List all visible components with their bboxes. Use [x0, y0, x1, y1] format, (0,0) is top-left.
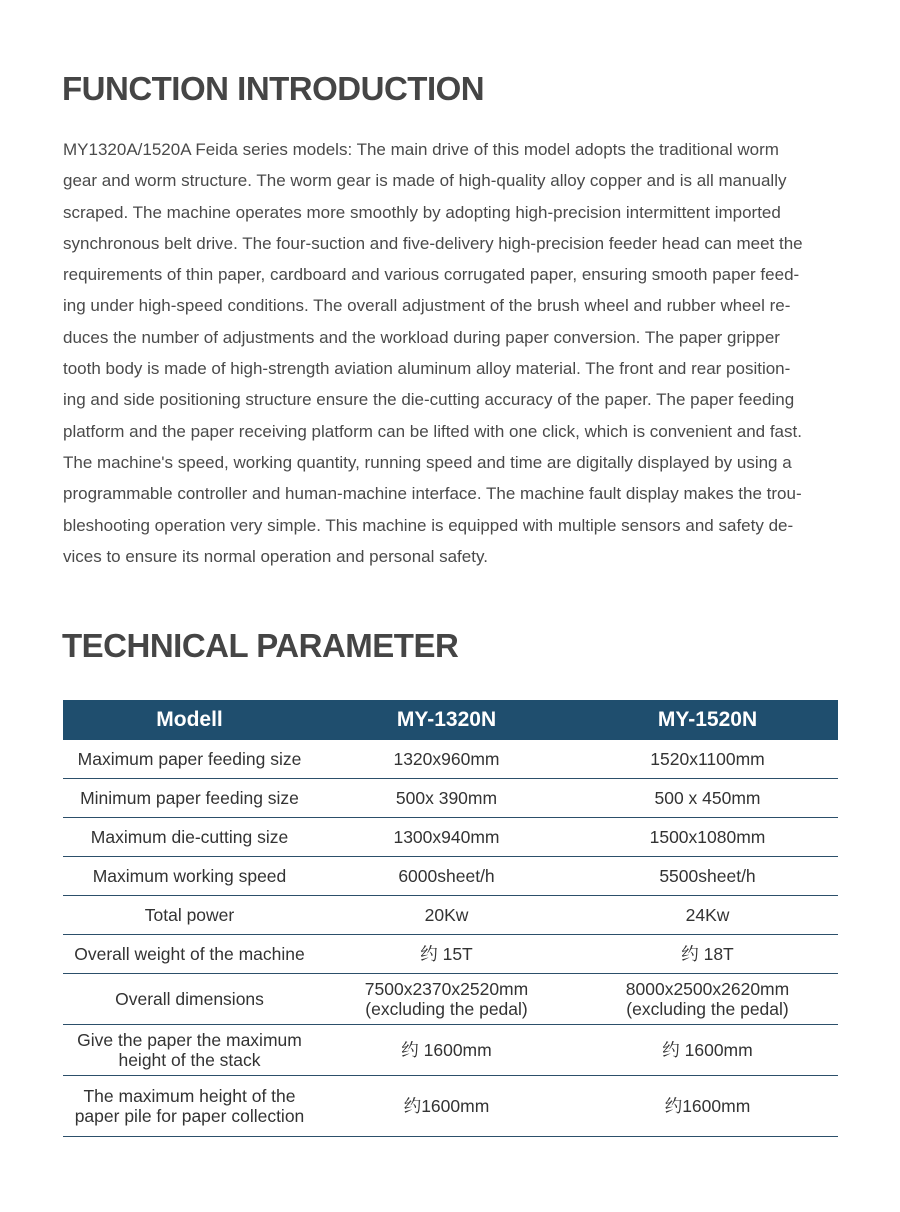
value-my-1520n: 500 x 450mm	[577, 779, 838, 818]
value-my-1320n: 20Kw	[316, 896, 577, 935]
table-row	[63, 896, 838, 935]
intro-line: scraped. The machine operates more smoothly by adopting high-precision intermittent imported	[63, 202, 781, 222]
table-row	[63, 779, 838, 818]
function-introduction-text	[63, 134, 839, 572]
table-row	[63, 740, 838, 779]
header-my-1520n: MY-1520N	[577, 700, 838, 740]
value-my-1520n: 5500sheet/h	[577, 857, 838, 896]
intro-line: vices to ensure its normal operation and personal safety.	[63, 546, 488, 566]
intro-line: programmable controller and human-machine interface. The machine fault display makes the trou-	[63, 484, 802, 504]
header-my-1320n: MY-1320N	[316, 700, 577, 740]
value-my-1320n: 7500x2370x2520mm (excluding the pedal)	[316, 974, 577, 1025]
technical-parameter-table	[63, 700, 838, 1137]
value-my-1320n: 6000sheet/h	[316, 857, 577, 896]
intro-line: synchronous belt drive. The four-suction and five-delivery high-precision feeder head can meet the	[63, 233, 803, 253]
intro-line: MY1320A/1520A Feida series models: The main drive of this model adopts the traditional worm	[63, 140, 779, 159]
intro-line: The machine's speed, working quantity, running speed and time are digitally displayed by using a	[63, 452, 792, 472]
row-label: Maximum paper feeding size	[63, 740, 316, 779]
row-label: Minimum paper feeding size	[63, 779, 316, 818]
row-label: The maximum height of the paper pile for paper collection	[63, 1076, 316, 1137]
table-row	[63, 1076, 838, 1137]
row-label: Give the paper the maximum height of the stack	[63, 1025, 316, 1076]
intro-line: ing under high-speed conditions. The overall adjustment of the brush wheel and rubber wheel re-	[63, 296, 791, 316]
value-my-1520n: 1500x1080mm	[577, 818, 838, 857]
value-my-1320n: 约 1600mm	[316, 1025, 577, 1076]
intro-line: bleshooting operation very simple. This machine is equipped with multiple sensors and safety de-	[63, 515, 794, 535]
value-my-1520n: 8000x2500x2620mm (excluding the pedal)	[577, 974, 838, 1025]
value-my-1520n: 24Kw	[577, 896, 838, 935]
value-my-1520n: 1520x1100mm	[577, 740, 838, 779]
value-my-1320n: 约 15T	[316, 935, 577, 974]
row-label: Overall weight of the machine	[63, 935, 316, 974]
value-my-1520n: 约1600mm	[577, 1076, 838, 1137]
intro-line: gear and worm structure. The worm gear is made of high-quality alloy copper and is all manually	[63, 171, 787, 191]
intro-line: tooth body is made of high-strength aviation aluminum alloy material. The front and rear position-	[63, 359, 791, 379]
function-introduction-heading: FUNCTION INTRODUCTION	[62, 70, 485, 107]
header-model: Modell	[63, 700, 316, 740]
intro-line: platform and the paper receiving platform can be lifted with one click, which is convenient and fast.	[63, 421, 802, 441]
row-label: Total power	[63, 896, 316, 935]
row-label: Maximum die-cutting size	[63, 818, 316, 857]
technical-parameter-heading: TECHNICAL PARAMETER	[62, 627, 459, 664]
intro-line: ing and side positioning structure ensure the die-cutting accuracy of the paper. The paper feeding	[63, 390, 795, 410]
table-row	[63, 974, 838, 1025]
row-label: Overall dimensions	[63, 974, 316, 1025]
intro-line: duces the number of adjustments and the workload during paper conversion. The paper gripper	[63, 327, 780, 347]
table-row	[63, 857, 838, 896]
table-row	[63, 935, 838, 974]
intro-line: requirements of thin paper, cardboard and various corrugated paper, ensuring smooth paper feed-	[63, 265, 800, 285]
value-my-1320n: 500x 390mm	[316, 779, 577, 818]
table-header-row	[63, 700, 838, 740]
value-my-1320n: 1300x940mm	[316, 818, 577, 857]
row-label: Maximum working speed	[63, 857, 316, 896]
value-my-1520n: 约 18T	[577, 935, 838, 974]
value-my-1520n: 约 1600mm	[577, 1025, 838, 1076]
table-row	[63, 818, 838, 857]
table-row	[63, 1025, 838, 1076]
value-my-1320n: 约1600mm	[316, 1076, 577, 1137]
value-my-1320n: 1320x960mm	[316, 740, 577, 779]
